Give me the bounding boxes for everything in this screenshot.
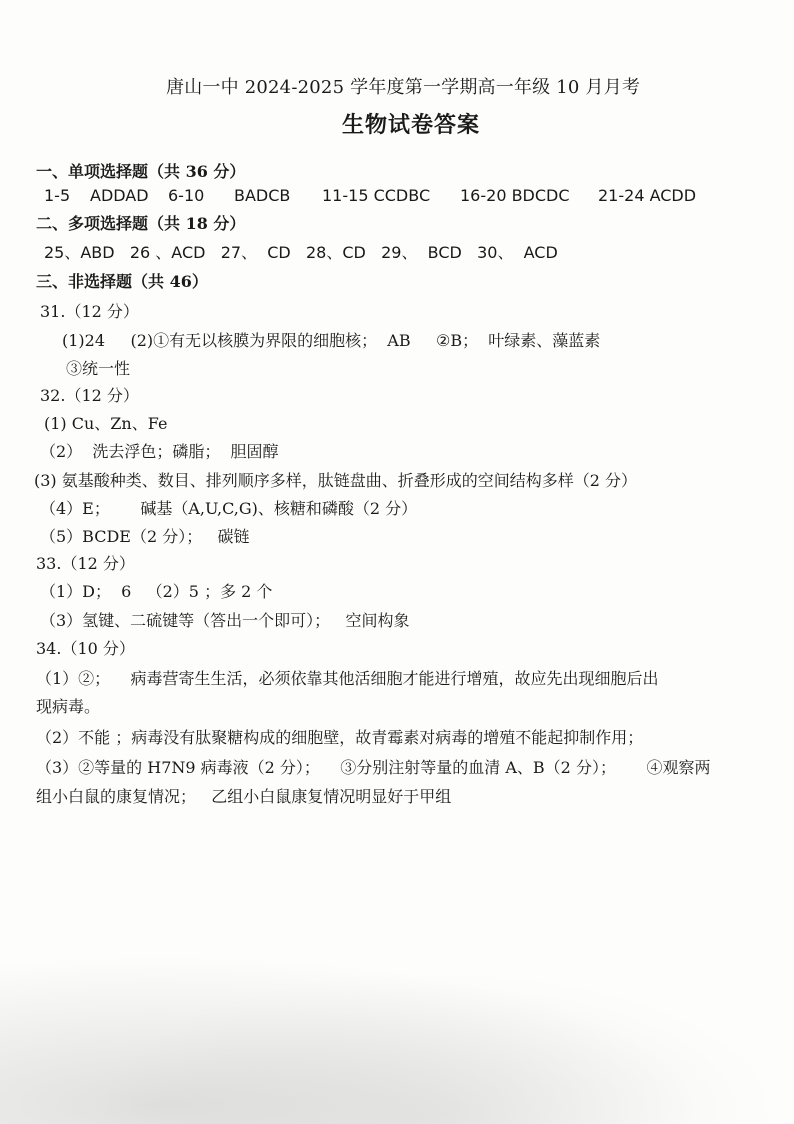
q34-answer-line4: （3）②等量的 H7N9 病毒液（2 分）； ③分别注射等量的血清 A、B（2 分）； ④观察两: [36, 758, 711, 777]
range-1-5: 1-5: [44, 186, 71, 205]
q33-answer-line2: （3）氢键、二硫键等（答出一个即可）； 空间构象: [40, 611, 410, 630]
answers-11-15: 11-15 CCDBC: [322, 186, 431, 205]
section3-heading: 三、非选择题（共 46）: [36, 272, 208, 291]
section2-answers: 25、ABD 26 、ACD 27、 CD 28、CD 29、 BCD 30、 ACD: [44, 243, 558, 262]
q32-answer-line5: （5）BCDE（2 分）； 碳链: [40, 527, 250, 546]
q32-answer-line2: （2） 洗去浮色；磷脂； 胆固醇: [40, 442, 279, 461]
q32-answer-line3: (3) 氨基酸种类、数目、排列顺序多样，肽链盘曲、折叠形成的空间结构多样（2 分）: [34, 471, 638, 490]
q34-answer-line5: 组小白鼠的康复情况； 乙组小白鼠康复情况明显好于甲组: [36, 787, 452, 806]
q33-heading: 33.（12 分）: [36, 554, 135, 573]
section1-heading: 一、单项选择题（共 36 分）: [36, 162, 246, 181]
q31-answer-line1: (1)24 (2)①有无以核膜为界限的细胞核； AB ②B； 叶绿素、藻蓝素: [62, 331, 601, 350]
answers-6-10: BADCB: [234, 186, 291, 205]
exam-title: 唐山一中 2024-2025 学年度第一学期高一年级 10 月月考: [166, 77, 641, 98]
section2-heading: 二、多项选择题（共 18 分）: [36, 214, 246, 233]
q34-answer-line2: 现病毒。: [36, 697, 101, 716]
answers-1-5: ADDAD: [90, 186, 149, 205]
q31-heading: 31.（12 分）: [40, 302, 139, 321]
answers-21-24: 21-24 ACDD: [598, 186, 697, 205]
section1-answers: [44, 186, 696, 206]
q33-answer-line1: （1）D； 6 （2）5 ；多 2 个: [40, 582, 273, 601]
page-subtitle: 生物试卷答案: [342, 112, 481, 138]
q32-heading: 32.（12 分）: [40, 386, 139, 405]
answers-16-20: 16-20 BDCDC: [460, 186, 570, 205]
scan-shadow: [0, 930, 794, 1124]
q34-heading: 34.（10 分）: [36, 639, 135, 658]
q31-answer-line2: ③统一性: [66, 359, 131, 378]
q32-answer-line1: (1) Cu、Zn、Fe: [44, 414, 168, 433]
q32-answer-line4: （4）E； 碱基（A,U,C,G)、核糖和磷酸（2 分）: [40, 499, 418, 518]
q34-answer-line1: （1）②； 病毒营寄生生活，必须依靠其他活细胞才能进行增殖，故应先出现细胞后出: [36, 669, 659, 688]
q34-answer-line3: （2）不能 ；病毒没有肽聚糖构成的细胞壁，故青霉素对病毒的增殖不能起抑制作用；: [36, 728, 644, 747]
range-6-10: 6-10: [168, 186, 205, 205]
